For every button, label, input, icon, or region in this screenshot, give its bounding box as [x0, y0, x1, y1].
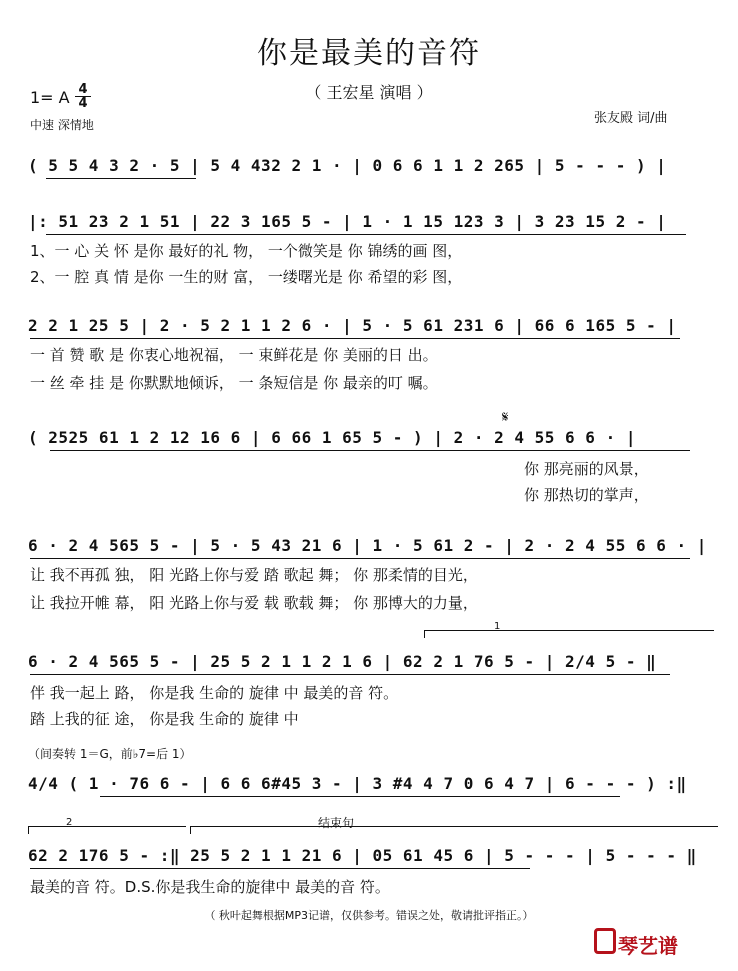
lyric-line-6-verse-1: 伴 我一起上 路， 你是我 生命的 旋律 中 最美的音 符。: [30, 684, 399, 702]
transcription-note: （ 秋叶起舞根据MP3记谱，仅供参考。错误之处，敬请批评指正。）: [204, 909, 534, 922]
interlude-modulation-note: （间奏转 1＝G，前♭7=后 1）: [28, 747, 192, 761]
lyric-line-2-verse-2: 2、一 腔 真 情 是你 一生的财 富， 一缕曙光是 你 希望的彩 图，: [30, 268, 463, 286]
beam-underline: [30, 558, 690, 559]
time-signature: [75, 83, 91, 110]
key-signature: 1= A: [30, 88, 70, 107]
beam-underline: [30, 338, 680, 339]
beam-underline: [100, 796, 620, 797]
volta-1-bracket: [424, 630, 714, 631]
author-credit: 张友殿 词/曲: [594, 111, 668, 126]
notation-line-1: ( 5 5 4 3 2 · 5 | 5 4 432 2 1 · | 0 6 6 1 1 2 265 | 5 - - - ) |: [28, 156, 667, 175]
lyric-line-6-verse-2: 踏 上我的征 途， 你是我 生命的 旋律 中: [30, 710, 299, 728]
logo-icon: [594, 928, 616, 954]
lyric-line-5-verse-2: 让 我拉开帷 幕， 阳 光路上你与爱 载 歌载 舞； 你 那博大的力量，: [30, 594, 478, 612]
beam-underline: [30, 868, 530, 869]
segno-sign: 𝄋: [502, 408, 509, 426]
song-title: 你是最美的音符: [257, 36, 481, 71]
notation-line-7: 4/4 ( 1 · 76 6 - | 6 6 6#45 3 - | 3 #4 4 7 0 6 4 7 | 6 - - - ) :‖: [28, 774, 687, 793]
notation-line-5: 6 · 2 4 565 5 - | 5 · 5 43 21 6 | 1 · 5 61 2 - | 2 · 2 4 55 6 6 · |: [28, 536, 707, 555]
time-top: 4: [75, 83, 91, 97]
beam-underline: [46, 178, 196, 179]
ending-tick: [190, 826, 191, 834]
notation-line-3: 2 2 1 25 5 | 2 · 5 2 1 1 2 6 · | 5 · 5 61 231 6 | 66 6 165 5 - |: [28, 316, 677, 335]
notation-line-8: 62 2 176 5 - :‖ 25 5 2 1 1 21 6 | 05 61 45 6 | 5 - - - | 5 - - - ‖: [28, 846, 697, 865]
volta-2-number: 2: [66, 817, 73, 828]
lyric-line-3-verse-2: 一 丝 牵 挂 是 你默默地倾诉， 一 条短信是 你 最亲的叮 嘱。: [30, 374, 438, 392]
volta-2-tick: [28, 826, 29, 834]
volta-1-tick: [424, 630, 425, 638]
time-bottom: 4: [78, 96, 88, 111]
lyric-line-5-verse-1: 让 我不再孤 独， 阳 光路上你与爱 踏 歌起 舞； 你 那柔情的目光，: [30, 566, 478, 584]
notation-line-4: ( 2525 61 1 2 12 16 6 | 6 66 1 65 5 - ) | 2 · 2 4 55 6 6 · |: [28, 428, 636, 447]
ending-bracket: [190, 826, 718, 827]
ending-label: 结束句: [318, 816, 355, 830]
lyric-line-8: 最美的音 符。D.S.你是我生命的旋律中 最美的音 符。: [30, 878, 390, 896]
beam-underline: [30, 674, 670, 675]
lyric-line-2-verse-1: 1、一 心 关 怀 是你 最好的礼 物， 一个微笑是 你 锦绣的画 图，: [30, 242, 463, 260]
volta-1-number: 1: [494, 621, 501, 632]
notation-line-2: |: 51 23 2 1 51 | 22 3 165 5 - | 1 · 1 15 123 3 | 3 23 15 2 - |: [28, 212, 667, 231]
volta-2-bracket: [28, 826, 186, 827]
notation-line-6: 6 · 2 4 565 5 - | 25 5 2 1 1 2 1 6 | 62 2 1 76 5 - | 2/4 5 - ‖: [28, 652, 657, 671]
lyric-line-4-verse-1: 你 那亮丽的风景，: [524, 460, 649, 478]
tempo-marking: 中速 深情地: [30, 118, 94, 132]
beam-underline: [46, 234, 686, 235]
lyric-line-3-verse-1: 一 首 赞 歌 是 你衷心地祝福， 一 束鲜花是 你 美丽的日 出。: [30, 346, 438, 364]
site-logo[interactable]: 琴艺谱: [618, 934, 678, 958]
singer-credit: （ 王宏星 演唱 ）: [305, 83, 433, 102]
beam-underline: [50, 450, 690, 451]
lyric-line-4-verse-2: 你 那热切的掌声，: [524, 486, 649, 504]
